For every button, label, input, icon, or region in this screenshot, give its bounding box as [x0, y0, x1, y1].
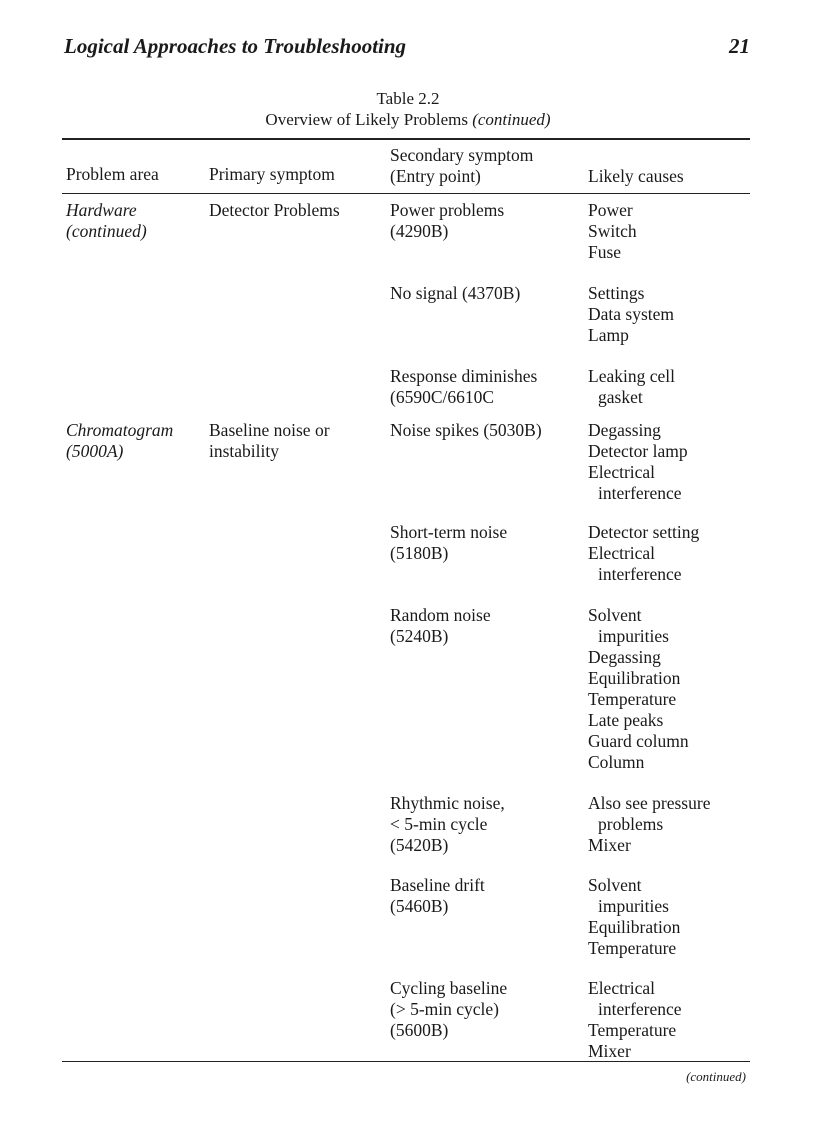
- cause-line: Switch: [588, 221, 637, 241]
- header-secondary-symptom: [390, 145, 533, 187]
- likely-causes: [588, 200, 637, 263]
- problem-area-line: Hardware: [66, 200, 137, 220]
- cause-line: Degassing: [588, 647, 661, 667]
- problem-area-hardware: [66, 200, 147, 242]
- cause-line: Temperature: [588, 938, 677, 958]
- secondary-line: (5600B): [390, 1020, 449, 1040]
- cause-line: interference: [598, 483, 682, 503]
- cause-line: Solvent: [588, 605, 642, 625]
- secondary-symptom: [390, 793, 505, 856]
- cause-line: gasket: [598, 387, 643, 407]
- secondary-symptom: [390, 522, 507, 564]
- cause-line: Guard column: [588, 731, 689, 751]
- secondary-line: (5460B): [390, 896, 449, 916]
- cause-line: Leaking cell: [588, 366, 675, 386]
- primary-symptom-line: Detector Problems: [209, 200, 340, 220]
- cause-line: Electrical: [588, 978, 656, 998]
- likely-causes: [588, 978, 682, 1062]
- secondary-line: Random noise: [390, 605, 491, 625]
- cause-line: impurities: [598, 626, 669, 646]
- secondary-symptom: [390, 366, 537, 408]
- cause-line: Detector lamp: [588, 441, 688, 461]
- problem-area-chromatogram: [66, 420, 173, 462]
- cause-line: impurities: [598, 896, 669, 916]
- secondary-line: (> 5-min cycle): [390, 999, 499, 1019]
- cause-line: Also see pressure: [588, 793, 711, 813]
- secondary-line: Cycling baseline: [390, 978, 508, 998]
- cause-line: Degassing: [588, 420, 661, 440]
- secondary-line: Noise spikes (5030B): [390, 420, 542, 440]
- continued-note: (continued): [686, 1069, 746, 1084]
- cause-line: Fuse: [588, 242, 622, 262]
- likely-causes: [588, 283, 674, 346]
- secondary-line: (5420B): [390, 835, 449, 855]
- cause-line: Temperature: [588, 1020, 677, 1040]
- table-title-text: Overview of Likely Problems: [265, 110, 468, 129]
- cause-line: Electrical: [588, 462, 656, 482]
- secondary-line: (4290B): [390, 221, 449, 241]
- secondary-symptom: [390, 283, 520, 304]
- cause-line: Equilibration: [588, 917, 681, 937]
- cause-line: Equilibration: [588, 668, 681, 688]
- secondary-symptom: [390, 200, 504, 242]
- table-header-rule: [62, 193, 750, 194]
- secondary-line: (6590C/6610C: [390, 387, 495, 407]
- cause-line: Solvent: [588, 875, 642, 895]
- secondary-symptom: [390, 978, 507, 1041]
- secondary-symptom: [390, 875, 485, 917]
- problem-area-line: Chromatogram: [66, 420, 174, 440]
- secondary-line: (5240B): [390, 626, 449, 646]
- secondary-line: Short-term noise: [390, 522, 508, 542]
- secondary-symptom: [390, 420, 542, 441]
- cause-line: Data system: [588, 304, 675, 324]
- secondary-line: (5180B): [390, 543, 449, 563]
- primary-symptom-line: Baseline noise or: [209, 420, 330, 440]
- problem-area-line: (continued): [66, 221, 147, 241]
- likely-causes: [588, 420, 688, 504]
- likely-causes: [588, 793, 710, 856]
- cause-line: Late peaks: [588, 710, 664, 730]
- likely-causes: [588, 875, 680, 959]
- primary-symptom-baseline: [209, 420, 330, 462]
- header-likely-causes: Likely causes: [588, 166, 684, 186]
- secondary-line: Response diminishes: [390, 366, 538, 386]
- problem-area-line: (5000A): [66, 441, 124, 461]
- header-secondary-line1: Secondary symptom: [390, 145, 534, 165]
- header-primary-symptom: Primary symptom: [209, 164, 335, 184]
- secondary-line: Baseline drift: [390, 875, 485, 895]
- cause-line: Temperature: [588, 689, 677, 709]
- cause-line: Mixer: [588, 1041, 631, 1061]
- primary-symptom-line: instability: [209, 441, 279, 461]
- cause-line: Settings: [588, 283, 645, 303]
- table-title-continued: (continued): [472, 110, 551, 129]
- cause-line: interference: [598, 564, 682, 584]
- cause-line: problems: [598, 814, 664, 834]
- cause-line: Mixer: [588, 835, 631, 855]
- likely-causes: [588, 522, 699, 585]
- secondary-line: Rhythmic noise,: [390, 793, 505, 813]
- cause-line: Power: [588, 200, 633, 220]
- header-problem-area: Problem area: [66, 164, 159, 184]
- header-secondary-line2: (Entry point): [390, 166, 481, 186]
- table-top-rule: [62, 138, 750, 140]
- likely-causes: [588, 366, 675, 408]
- page-number: 21: [729, 34, 750, 58]
- cause-line: Detector setting: [588, 522, 700, 542]
- secondary-line: < 5-min cycle: [390, 814, 488, 834]
- table-caption: [0, 88, 816, 130]
- likely-causes: [588, 605, 689, 773]
- cause-line: interference: [598, 999, 682, 1019]
- cause-line: Lamp: [588, 325, 629, 345]
- primary-symptom-detector: [209, 200, 340, 221]
- table-title: [0, 109, 816, 130]
- secondary-symptom: [390, 605, 491, 647]
- table-number: Table 2.2: [376, 89, 440, 108]
- cause-line: Column: [588, 752, 645, 772]
- secondary-line: Power problems: [390, 200, 505, 220]
- cause-line: Electrical: [588, 543, 656, 563]
- secondary-line: No signal (4370B): [390, 283, 521, 303]
- running-title: Logical Approaches to Troubleshooting: [64, 34, 407, 58]
